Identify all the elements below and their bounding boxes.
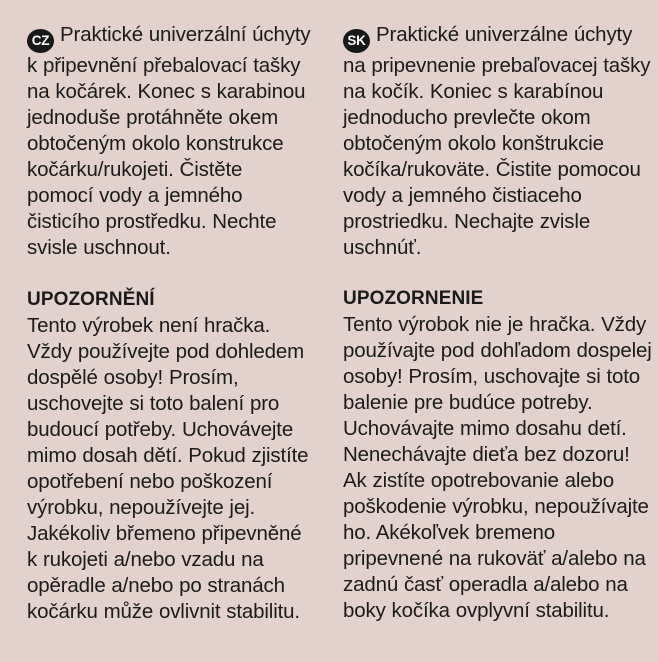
language-column-cz xyxy=(0,22,322,625)
intro-paragraph-cz xyxy=(27,22,314,261)
warning-section-sk xyxy=(343,287,652,624)
warning-heading-cz: UPOZORNĚNÍ xyxy=(27,289,155,310)
intro-text-sk: Praktické univerzálne úchyty na pripevnenie prebaľovacej tašky na kočík. Koniec s karabínou jednoducho prevlečte okom obtočeným okolo konštrukcie kočíka/rukoväte. Čistite pomocou vody a jemného čistiaceho prostriedku. Nechajte zvisle uschnúť. xyxy=(343,23,651,259)
intro-block-sk xyxy=(343,22,652,261)
country-badge-cz-icon: CZ xyxy=(27,29,54,53)
intro-text-cz: Praktické univerzální úchyty k připevnění přebalovací tašky na kočárek. Konec s karabinou jednoduše protáhněte okem obtočeným okolo konstrukce kočárku/rukojeti. Čistěte pomocí vody a jemného čisticího prostředku. Nechte svisle uschnout. xyxy=(27,23,311,259)
warning-section-cz xyxy=(27,288,314,625)
warning-heading-sk: UPOZORNENIE xyxy=(343,288,484,309)
warning-paragraph-cz: Tento výrobek není hračka. Vždy používejte pod dohledem dospělé osoby! Prosím, uschovejte si toto balení pro budoucí potřeby. Uchovávejte mimo dosah dětí. Pokud zjistíte opotřebení nebo poškození výrobku, nepoužívejte jej. Jakékoliv břemeno připevněné k rukojeti a/nebo vzadu na opěradle a/nebo po stranách kočárku může ovlivnit stabilitu. xyxy=(27,314,309,623)
intro-paragraph-sk xyxy=(343,22,652,261)
warning-paragraph-sk: Tento výrobok nie je hračka. Vždy používajte pod dohľadom dospelej osoby! Prosím, uschovajte si toto balenie pre budúce potreby. Uchovávajte mimo dosahu detí. Nenechávajte dieťa bez dozoru! Ak zistíte opotrebovanie alebo poškodenie výrobku, nepoužívajte ho. Akékoľvek bremeno pripevnené na rukoväť a/alebo na zadnú časť operadla a/alebo na boky kočíka ovplyvní stabilitu. xyxy=(343,313,652,622)
country-badge-sk-icon: SK xyxy=(343,29,370,53)
language-column-sk xyxy=(322,22,658,624)
intro-block-cz xyxy=(27,22,314,261)
